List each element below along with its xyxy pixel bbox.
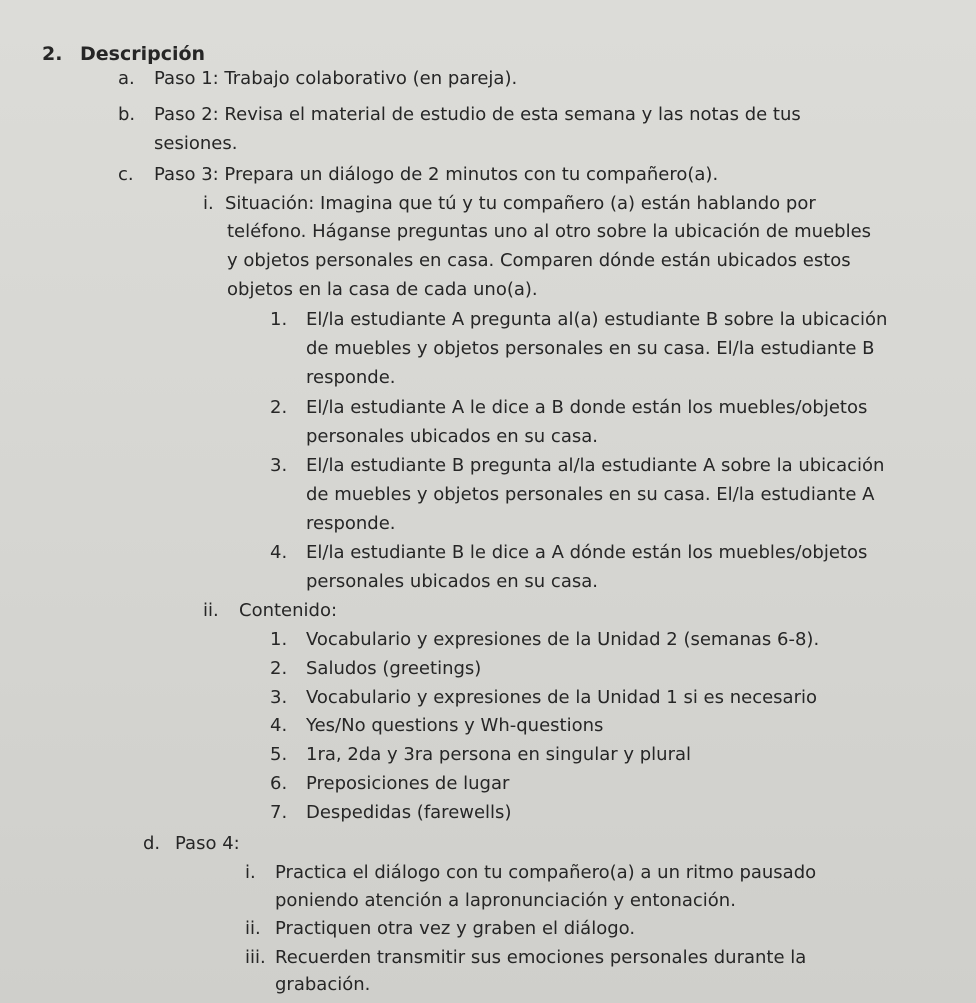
situacion-item-1-line-2: de muebles y objetos personales en su casa. El/la estudiante B: [306, 338, 875, 359]
paso-4-item-2-line-1: [245, 918, 635, 940]
paso-3-marker: c.: [118, 164, 134, 185]
section-number: 2.: [42, 43, 63, 65]
contenido-item-5-text: 1ra, 2da y 3ra persona en singular y plural: [306, 744, 692, 765]
situacion-item-1-line-3: responde.: [306, 367, 396, 388]
contenido-item-4-marker: 4.: [270, 715, 288, 736]
contenido-label: Contenido:: [239, 600, 338, 621]
contenido-item-7-marker: 7.: [270, 802, 288, 823]
paso-2-line-2: sesiones.: [154, 133, 238, 154]
situacion-item-1-text-1: El/la estudiante A pregunta al(a) estudiante B sobre la ubicación: [306, 309, 888, 330]
contenido-item-2: [270, 658, 481, 680]
situacion-line-1: [203, 193, 816, 215]
paso-2-text-line-1: Paso 2: Revisa el material de estudio de esta semana y las notas de tus: [154, 104, 801, 125]
situacion-line-4: objetos en la casa de cada uno(a).: [227, 279, 538, 300]
situacion-item-2-marker: 2.: [270, 397, 288, 418]
situacion-text-line-1: Situación: Imagina que tú y tu compañero (a) están hablando por: [225, 193, 816, 214]
contenido-item-2-text: Saludos (greetings): [306, 658, 482, 679]
paso-2-marker: b.: [118, 104, 136, 125]
situacion-item-3-text-1: El/la estudiante B pregunta al/la estudiante A sobre la ubicación: [306, 455, 885, 476]
contenido-item-2-marker: 2.: [270, 658, 288, 679]
paso-1: [118, 68, 517, 90]
paso-4-marker: d.: [143, 833, 161, 854]
contenido-item-1-text: Vocabulario y expresiones de la Unidad 2 (semanas 6-8).: [306, 629, 820, 650]
situacion-item-2-line-2: personales ubicados en su casa.: [306, 426, 598, 447]
paso-4-item-3-text-1: Recuerden transmitir sus emociones personales durante la: [275, 947, 807, 968]
situacion-item-4-text-1: El/la estudiante B le dice a A dónde están los muebles/objetos: [306, 542, 868, 563]
paso-4-item-3-line-1: [245, 947, 806, 969]
paso-4-item-1-line-2: poniendo atención a lapronunciación y entonación.: [275, 890, 736, 911]
contenido-item-1: [270, 629, 819, 651]
situacion-item-3-line-3: responde.: [306, 513, 396, 534]
paso-4-item-1-text-1: Practica el diálogo con tu compañero(a) a un ritmo pausado: [275, 862, 817, 883]
paso-4-item-1-line-1: [245, 862, 816, 884]
section-heading: [42, 43, 205, 65]
paso-4-item-3-line-2: grabación.: [275, 974, 371, 995]
paso-2-line-1: [118, 104, 801, 126]
paso-4-item-3-marker: iii.: [245, 947, 266, 968]
paso-4-heading: [143, 833, 240, 855]
situacion-item-3-line-2: de muebles y objetos personales en su casa. El/la estudiante A: [306, 484, 875, 505]
paso-3-text: Paso 3: Prepara un diálogo de 2 minutos con tu compañero(a).: [154, 164, 719, 185]
situacion-item-2-line-1: [270, 397, 867, 419]
contenido-item-7-text: Despedidas (farewells): [306, 802, 512, 823]
situacion-item-1-marker: 1.: [270, 309, 288, 330]
situacion-item-4-marker: 4.: [270, 542, 288, 563]
situacion-item-3-marker: 3.: [270, 455, 288, 476]
situacion-item-1-line-1: [270, 309, 887, 331]
contenido-item-5-marker: 5.: [270, 744, 288, 765]
situacion-item-3-line-1: [270, 455, 884, 477]
situacion-marker: i.: [203, 193, 214, 214]
contenido-item-1-marker: 1.: [270, 629, 288, 650]
situacion-item-2-text-1: El/la estudiante A le dice a B donde están los muebles/objetos: [306, 397, 868, 418]
contenido-item-3-marker: 3.: [270, 687, 288, 708]
situacion-line-3: y objetos personales en casa. Comparen dónde están ubicados estos: [227, 250, 851, 271]
paso-4-label: Paso 4:: [175, 833, 240, 854]
paso-4-item-2-marker: ii.: [245, 918, 261, 939]
contenido-item-4: [270, 715, 603, 737]
paso-4-item-2-text-1: Practiquen otra vez y graben el diálogo.: [275, 918, 636, 939]
contenido-item-3-text: Vocabulario y expresiones de la Unidad 1 si es necesario: [306, 687, 818, 708]
contenido-item-6-marker: 6.: [270, 773, 288, 794]
contenido-item-6-text: Preposiciones de lugar: [306, 773, 510, 794]
section-title: Descripción: [80, 43, 206, 65]
paso-1-marker: a.: [118, 68, 135, 89]
contenido-item-7: [270, 802, 511, 824]
contenido-item-3: [270, 687, 817, 709]
situacion-line-2: teléfono. Háganse preguntas uno al otro sobre la ubicación de muebles: [227, 221, 872, 242]
contenido-item-6: [270, 773, 509, 795]
contenido-heading: [203, 600, 337, 622]
situacion-item-4-line-2: personales ubicados en su casa.: [306, 571, 598, 592]
paso-1-text: Paso 1: Trabajo colaborativo (en pareja).: [154, 68, 518, 89]
contenido-marker: ii.: [203, 600, 219, 621]
contenido-item-4-text: Yes/No questions y Wh-questions: [306, 715, 604, 736]
contenido-item-5: [270, 744, 691, 766]
paso-3: [118, 164, 718, 186]
situacion-item-4-line-1: [270, 542, 867, 564]
paso-4-item-1-marker: i.: [245, 862, 256, 883]
